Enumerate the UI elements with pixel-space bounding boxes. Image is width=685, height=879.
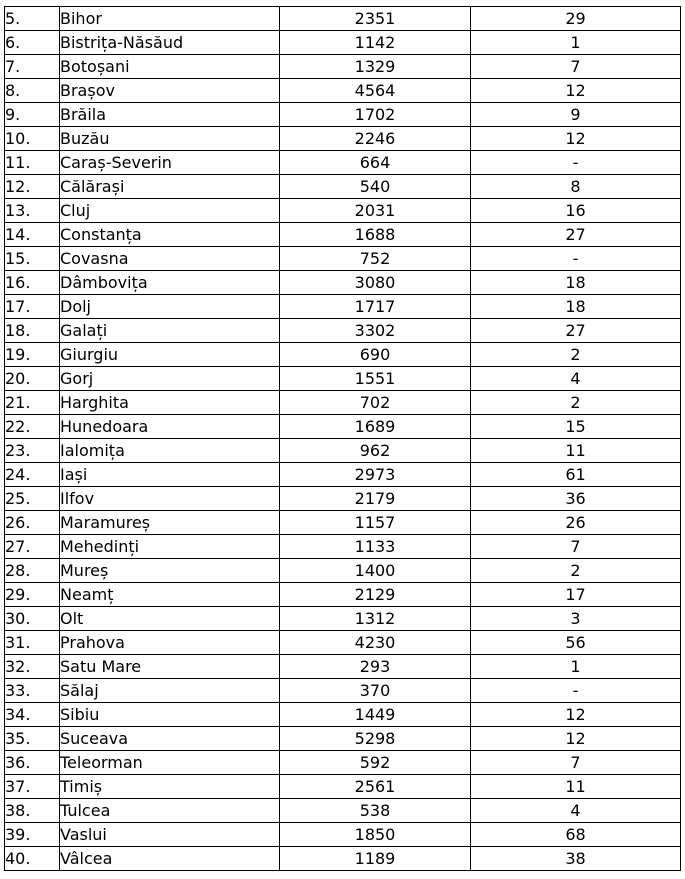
row-number-cell: 15. bbox=[5, 247, 60, 271]
county-name-cell: Timiș bbox=[60, 775, 280, 799]
table-row bbox=[5, 79, 681, 103]
row-number-cell: 24. bbox=[5, 463, 60, 487]
table-row bbox=[5, 679, 681, 703]
table-row bbox=[5, 151, 681, 175]
row-number-cell: 38. bbox=[5, 799, 60, 823]
value-2-cell: 29 bbox=[471, 7, 681, 31]
value-2-cell: 8 bbox=[471, 175, 681, 199]
row-number-cell: 33. bbox=[5, 679, 60, 703]
table-row bbox=[5, 367, 681, 391]
value-1-cell: 3302 bbox=[280, 319, 471, 343]
row-number-cell: 32. bbox=[5, 655, 60, 679]
row-number-cell: 29. bbox=[5, 583, 60, 607]
value-2-cell: 61 bbox=[471, 463, 681, 487]
value-2-cell: - bbox=[471, 679, 681, 703]
value-2-cell: 12 bbox=[471, 703, 681, 727]
table-row bbox=[5, 463, 681, 487]
value-2-cell: 2 bbox=[471, 343, 681, 367]
value-1-cell: 1133 bbox=[280, 535, 471, 559]
county-name-cell: Satu Mare bbox=[60, 655, 280, 679]
row-number-cell: 26. bbox=[5, 511, 60, 535]
county-name-cell: Brașov bbox=[60, 79, 280, 103]
county-name-cell: Mehedinți bbox=[60, 535, 280, 559]
table-row bbox=[5, 751, 681, 775]
county-name-cell: Iași bbox=[60, 463, 280, 487]
value-1-cell: 540 bbox=[280, 175, 471, 199]
value-2-cell: 18 bbox=[471, 295, 681, 319]
value-2-cell: - bbox=[471, 151, 681, 175]
value-2-cell: 27 bbox=[471, 223, 681, 247]
county-name-cell: Prahova bbox=[60, 631, 280, 655]
value-1-cell: 702 bbox=[280, 391, 471, 415]
table-row bbox=[5, 655, 681, 679]
table-row bbox=[5, 727, 681, 751]
value-2-cell: 56 bbox=[471, 631, 681, 655]
value-1-cell: 1702 bbox=[280, 103, 471, 127]
value-2-cell: 1 bbox=[471, 31, 681, 55]
value-2-cell: 7 bbox=[471, 55, 681, 79]
county-name-cell: Gorj bbox=[60, 367, 280, 391]
county-name-cell: Tulcea bbox=[60, 799, 280, 823]
table-row bbox=[5, 295, 681, 319]
value-2-cell: 18 bbox=[471, 271, 681, 295]
value-2-cell: 7 bbox=[471, 535, 681, 559]
table-row bbox=[5, 343, 681, 367]
value-2-cell: 7 bbox=[471, 751, 681, 775]
county-name-cell: Brăila bbox=[60, 103, 280, 127]
value-2-cell: - bbox=[471, 247, 681, 271]
table-row bbox=[5, 535, 681, 559]
value-1-cell: 1449 bbox=[280, 703, 471, 727]
county-name-cell: Botoșani bbox=[60, 55, 280, 79]
value-1-cell: 4564 bbox=[280, 79, 471, 103]
value-1-cell: 2351 bbox=[280, 7, 471, 31]
county-name-cell: Suceava bbox=[60, 727, 280, 751]
county-name-cell: Teleorman bbox=[60, 751, 280, 775]
county-name-cell: Galați bbox=[60, 319, 280, 343]
row-number-cell: 11. bbox=[5, 151, 60, 175]
table-row bbox=[5, 199, 681, 223]
county-name-cell: Covasna bbox=[60, 247, 280, 271]
row-number-cell: 13. bbox=[5, 199, 60, 223]
row-number-cell: 14. bbox=[5, 223, 60, 247]
table-row bbox=[5, 415, 681, 439]
county-name-cell: Ialomița bbox=[60, 439, 280, 463]
row-number-cell: 18. bbox=[5, 319, 60, 343]
value-2-cell: 2 bbox=[471, 559, 681, 583]
table-row bbox=[5, 391, 681, 415]
row-number-cell: 7. bbox=[5, 55, 60, 79]
value-2-cell: 15 bbox=[471, 415, 681, 439]
county-name-cell: Neamț bbox=[60, 583, 280, 607]
row-number-cell: 37. bbox=[5, 775, 60, 799]
value-1-cell: 5298 bbox=[280, 727, 471, 751]
value-1-cell: 592 bbox=[280, 751, 471, 775]
table-row bbox=[5, 823, 681, 847]
value-1-cell: 1157 bbox=[280, 511, 471, 535]
county-data-table bbox=[4, 6, 681, 871]
county-name-cell: Bihor bbox=[60, 7, 280, 31]
value-1-cell: 962 bbox=[280, 439, 471, 463]
row-number-cell: 39. bbox=[5, 823, 60, 847]
table-row bbox=[5, 487, 681, 511]
value-1-cell: 3080 bbox=[280, 271, 471, 295]
value-1-cell: 2031 bbox=[280, 199, 471, 223]
table-row bbox=[5, 631, 681, 655]
county-name-cell: Sălaj bbox=[60, 679, 280, 703]
row-number-cell: 23. bbox=[5, 439, 60, 463]
row-number-cell: 17. bbox=[5, 295, 60, 319]
value-1-cell: 2246 bbox=[280, 127, 471, 151]
county-name-cell: Harghita bbox=[60, 391, 280, 415]
value-1-cell: 1551 bbox=[280, 367, 471, 391]
value-1-cell: 1142 bbox=[280, 31, 471, 55]
table-row bbox=[5, 103, 681, 127]
table-body bbox=[5, 7, 681, 871]
value-2-cell: 17 bbox=[471, 583, 681, 607]
row-number-cell: 5. bbox=[5, 7, 60, 31]
value-2-cell: 36 bbox=[471, 487, 681, 511]
county-name-cell: Ilfov bbox=[60, 487, 280, 511]
value-1-cell: 4230 bbox=[280, 631, 471, 655]
row-number-cell: 35. bbox=[5, 727, 60, 751]
county-name-cell: Hunedoara bbox=[60, 415, 280, 439]
value-1-cell: 1400 bbox=[280, 559, 471, 583]
value-1-cell: 1850 bbox=[280, 823, 471, 847]
table-row bbox=[5, 703, 681, 727]
value-1-cell: 370 bbox=[280, 679, 471, 703]
table-row bbox=[5, 271, 681, 295]
value-2-cell: 2 bbox=[471, 391, 681, 415]
value-1-cell: 1689 bbox=[280, 415, 471, 439]
value-1-cell: 664 bbox=[280, 151, 471, 175]
county-name-cell: Vâlcea bbox=[60, 847, 280, 871]
value-1-cell: 2973 bbox=[280, 463, 471, 487]
county-name-cell: Bistrița-Năsăud bbox=[60, 31, 280, 55]
value-2-cell: 12 bbox=[471, 727, 681, 751]
value-1-cell: 2179 bbox=[280, 487, 471, 511]
value-1-cell: 690 bbox=[280, 343, 471, 367]
table-row bbox=[5, 559, 681, 583]
value-2-cell: 9 bbox=[471, 103, 681, 127]
table-row bbox=[5, 7, 681, 31]
table-row bbox=[5, 607, 681, 631]
table-row bbox=[5, 55, 681, 79]
value-2-cell: 26 bbox=[471, 511, 681, 535]
table-row bbox=[5, 31, 681, 55]
value-2-cell: 4 bbox=[471, 367, 681, 391]
county-name-cell: Vaslui bbox=[60, 823, 280, 847]
table-row bbox=[5, 439, 681, 463]
row-number-cell: 16. bbox=[5, 271, 60, 295]
value-2-cell: 1 bbox=[471, 655, 681, 679]
value-1-cell: 1189 bbox=[280, 847, 471, 871]
value-1-cell: 2561 bbox=[280, 775, 471, 799]
county-name-cell: Maramureș bbox=[60, 511, 280, 535]
value-1-cell: 293 bbox=[280, 655, 471, 679]
table-row bbox=[5, 775, 681, 799]
value-1-cell: 1688 bbox=[280, 223, 471, 247]
table-row bbox=[5, 127, 681, 151]
value-1-cell: 538 bbox=[280, 799, 471, 823]
row-number-cell: 28. bbox=[5, 559, 60, 583]
county-name-cell: Caraș-Severin bbox=[60, 151, 280, 175]
value-1-cell: 752 bbox=[280, 247, 471, 271]
table-row bbox=[5, 175, 681, 199]
row-number-cell: 25. bbox=[5, 487, 60, 511]
row-number-cell: 9. bbox=[5, 103, 60, 127]
value-2-cell: 4 bbox=[471, 799, 681, 823]
value-2-cell: 68 bbox=[471, 823, 681, 847]
county-name-cell: Cluj bbox=[60, 199, 280, 223]
county-name-cell: Olt bbox=[60, 607, 280, 631]
table-row bbox=[5, 247, 681, 271]
value-1-cell: 1312 bbox=[280, 607, 471, 631]
value-1-cell: 2129 bbox=[280, 583, 471, 607]
value-2-cell: 3 bbox=[471, 607, 681, 631]
county-name-cell: Călărași bbox=[60, 175, 280, 199]
row-number-cell: 8. bbox=[5, 79, 60, 103]
table-row bbox=[5, 583, 681, 607]
row-number-cell: 40. bbox=[5, 847, 60, 871]
county-name-cell: Constanța bbox=[60, 223, 280, 247]
county-name-cell: Giurgiu bbox=[60, 343, 280, 367]
county-name-cell: Sibiu bbox=[60, 703, 280, 727]
county-name-cell: Dolj bbox=[60, 295, 280, 319]
row-number-cell: 27. bbox=[5, 535, 60, 559]
value-2-cell: 11 bbox=[471, 439, 681, 463]
row-number-cell: 34. bbox=[5, 703, 60, 727]
value-2-cell: 11 bbox=[471, 775, 681, 799]
table-row bbox=[5, 799, 681, 823]
row-number-cell: 20. bbox=[5, 367, 60, 391]
value-1-cell: 1717 bbox=[280, 295, 471, 319]
value-2-cell: 27 bbox=[471, 319, 681, 343]
county-name-cell: Buzău bbox=[60, 127, 280, 151]
value-1-cell: 1329 bbox=[280, 55, 471, 79]
table-row bbox=[5, 511, 681, 535]
row-number-cell: 19. bbox=[5, 343, 60, 367]
county-name-cell: Mureș bbox=[60, 559, 280, 583]
value-2-cell: 16 bbox=[471, 199, 681, 223]
row-number-cell: 6. bbox=[5, 31, 60, 55]
table-row bbox=[5, 223, 681, 247]
table-row bbox=[5, 319, 681, 343]
table-row bbox=[5, 847, 681, 871]
value-2-cell: 12 bbox=[471, 79, 681, 103]
county-name-cell: Dâmbovița bbox=[60, 271, 280, 295]
value-2-cell: 38 bbox=[471, 847, 681, 871]
row-number-cell: 21. bbox=[5, 391, 60, 415]
row-number-cell: 36. bbox=[5, 751, 60, 775]
row-number-cell: 22. bbox=[5, 415, 60, 439]
row-number-cell: 10. bbox=[5, 127, 60, 151]
value-2-cell: 12 bbox=[471, 127, 681, 151]
row-number-cell: 31. bbox=[5, 631, 60, 655]
row-number-cell: 12. bbox=[5, 175, 60, 199]
row-number-cell: 30. bbox=[5, 607, 60, 631]
